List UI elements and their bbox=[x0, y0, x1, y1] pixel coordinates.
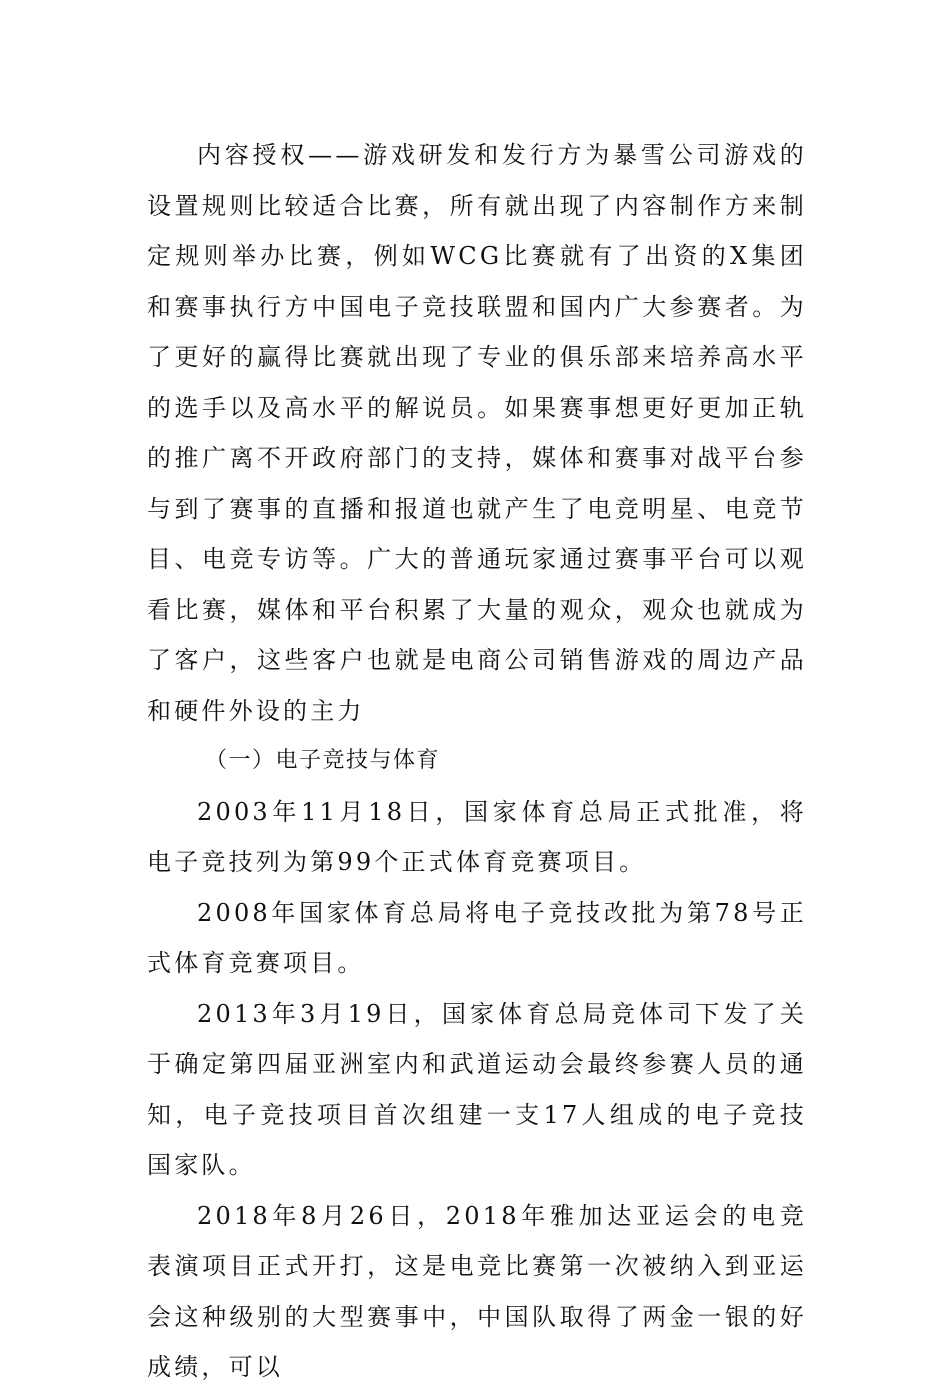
body-paragraph-content-authorization: 内容授权——游戏研发和发行方为暴雪公司游戏的设置规则比较适合比赛，所有就出现了内容制作方来制定规则举办比赛，例如WCG比赛就有了出资的X集团和赛事执行方中国电子竞技联盟和国内广大参赛者。为了更好的赢得比赛就出现了专业的俱乐部来培养高水平的选手以及高水平的解说员。如果赛事想更好更加正轨的推广离不开政府部门的支持，媒体和赛事对战平台参与到了赛事的直播和报道也就产生了电竞明星、电竞节目、电竞专访等。广大的普通玩家通过赛事平台可以观看比赛，媒体和平台积累了大量的观众，观众也就成为了客户，这些客户也就是电商公司销售游戏的周边产品和硬件外设的主力 bbox=[147, 141, 807, 725]
section-heading-esports-and-sports: （一）电子竞技与体育 bbox=[205, 748, 441, 773]
body-paragraph-2013: 2013年3月19日，国家体育总局竞体司下发了关于确定第四届亚洲室内和武道运动会最终参赛人员的通知，电子竞技项目首次组建一支17人组成的电子竞技国家队。 bbox=[147, 999, 807, 1179]
body-paragraph-2008: 2008年国家体育总局将电子竞技改批为第78号正式体育竞赛项目。 bbox=[147, 898, 807, 977]
document-page bbox=[147, 130, 807, 1393]
body-paragraph-2003: 2003年11月18日，国家体育总局正式批准，将电子竞技列为第99个正式体育竞赛项目。 bbox=[147, 797, 807, 876]
body-paragraph-2018: 2018年8月26日，2018年雅加达亚运会的电竞表演项目正式开打，这是电竞比赛第一次被纳入到亚运会这种级别的大型赛事中，中国队取得了两金一银的好成绩，可以 bbox=[147, 1201, 807, 1381]
